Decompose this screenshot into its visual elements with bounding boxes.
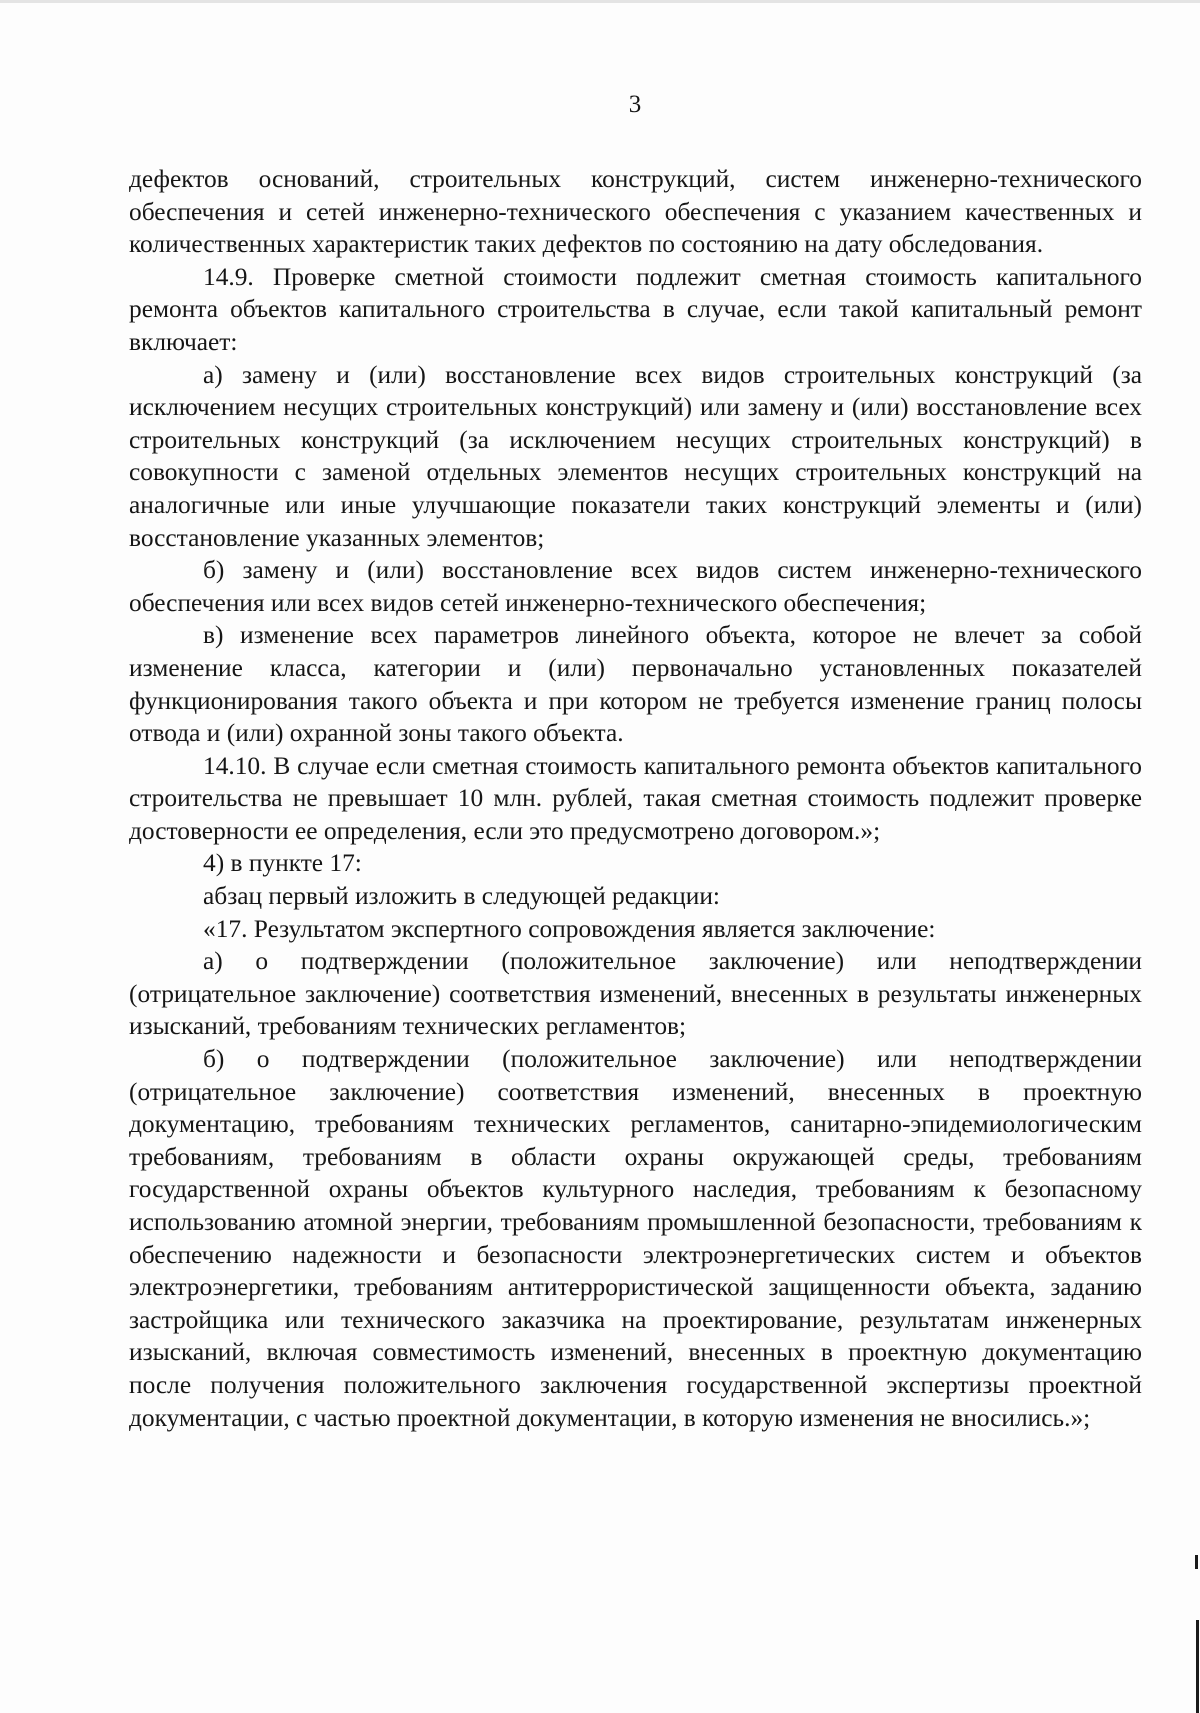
paragraph: «17. Результатом экспертного сопровождения является заключение: — [203, 914, 936, 943]
paragraph: б) замену и (или) восстановление всех видов систем инженерно-технического обеспечения или всех видов сетей инженерно-технического обеспечения; — [129, 556, 1142, 617]
paragraph: а) о подтверждении (положительное заключение) или неподтверждении (отрицательное заключение) соответствия изменений, внесенных в результаты инженерных изысканий, требованиям технических регламентов; — [129, 947, 1142, 1041]
paragraph: дефектов оснований, строительных конструкций, систем инженерно-технического обеспечения и сетей инженерно-технического обеспечения с указанием качественных и количественных характеристик таких дефектов по состоянию на дату обследования. — [129, 165, 1142, 259]
paragraph: б) о подтверждении (положительное заключение) или неподтверждении (отрицательное заключение) соответствия изменений, внесенных в проектную документацию, требованиям технических регламентов, санитарно-эпидемиологическим требованиям, требованиям в области охраны окружающей среды, требованиям государственной охраны объектов культурного наследия, требованиям к безопасному использованию атомной энергии, требованиям промышленной безопасности, требованиям к обеспечению надежности и безопасности электроэнергетических систем и объектов электроэнергетики, требованиям антитеррористической защищенности объекта, заданию застройщика или технического заказчика на проектирование, результатам инженерных изысканий, включая совместимость изменений, внесенных в проектную документацию после получения положительного заключения государственной экспертизы проектной документации, с частью проектной документации, в которую изменения не вносились.»; — [129, 1045, 1142, 1432]
scan-edge-mark — [1196, 1620, 1199, 1713]
paragraph: 14.9. Проверке сметной стоимости подлежит сметная стоимость капитального ремонта объектов капитального строительства в случае, если такой капитальный ремонт включает: — [129, 262, 1142, 356]
paragraph: 4) в пункте 17: — [203, 849, 362, 878]
paragraph: в) изменение всех параметров линейного объекта, которое не влечет за собой изменение класса, категории и (или) первоначально установленных показателей функционирования такого объекта и при котором не требуется изменение границ полосы отвода и (или) охранной зоны такого объекта. — [129, 621, 1142, 748]
scan-edge-mark — [1195, 1555, 1198, 1569]
page-number: 3 — [628, 91, 642, 118]
document-body — [129, 163, 1142, 1434]
scan-top-edge — [0, 0, 1200, 3]
paragraph: абзац первый изложить в следующей редакции: — [203, 882, 720, 911]
paragraph: 14.10. В случае если сметная стоимость капитального ремонта объектов капитального строительства не превышает 10 млн. рублей, такая сметная стоимость подлежит проверке достоверности ее определения, если это предусмотрено договором.»; — [129, 751, 1142, 845]
paragraph: а) замену и (или) восстановление всех видов строительных конструкций (за исключением несущих строительных конструкций) или замену и (или) восстановление всех строительных конструкций (за исключением несущих строительных конструкций) в совокупности с заменой отдельных элементов несущих строительных конструкций на аналогичные или иные улучшающие показатели таких конструкций элементы и (или) восстановление указанных элементов; — [129, 360, 1142, 552]
